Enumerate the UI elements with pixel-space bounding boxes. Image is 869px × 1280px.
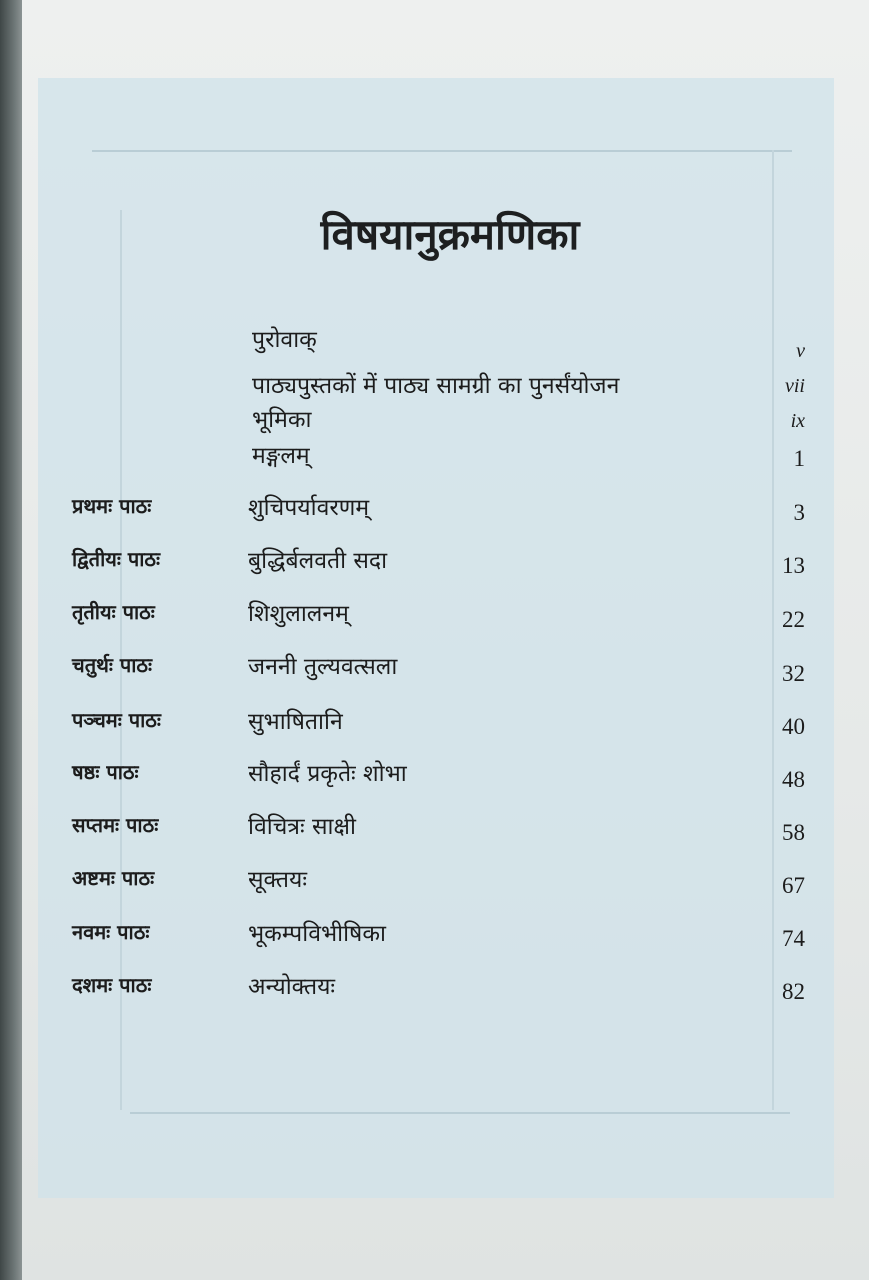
- toc-front-page-2: ix: [790, 410, 805, 432]
- toc-front-page-0: v: [796, 340, 805, 362]
- lesson-page-9: 74: [782, 926, 805, 951]
- lesson-title-1[interactable]: शुचिपर्यावरणम्: [248, 495, 370, 521]
- lesson-page-4: 32: [782, 661, 805, 686]
- lesson-label-5: पञ्चमः पाठः: [72, 708, 161, 732]
- lesson-page-5: 40: [782, 714, 805, 739]
- lesson-title-4[interactable]: जननी तुल्यवत्सला: [248, 654, 398, 680]
- lesson-label-2: द्वितीयः पाठः: [72, 547, 161, 571]
- lesson-title-9[interactable]: भूकम्पविभीषिका: [248, 921, 386, 947]
- lesson-page-2: 13: [782, 553, 805, 578]
- lesson-title-6[interactable]: सौहार्दं प्रकृतेः शोभा: [248, 761, 407, 787]
- toc-front-page-3: 1: [793, 446, 805, 471]
- lesson-title-3[interactable]: शिशुलालनम्: [248, 601, 349, 627]
- toc-front-page-1: vii: [785, 375, 805, 397]
- lesson-page-10: 82: [782, 979, 805, 1004]
- lesson-label-1: प्रथमः पाठः: [72, 494, 152, 518]
- lesson-page-6: 48: [782, 767, 805, 792]
- lesson-title-8[interactable]: सूक्तयः: [248, 867, 307, 893]
- lesson-label-3: तृतीयः पाठः: [72, 600, 155, 624]
- lesson-title-10[interactable]: अन्योक्तयः: [248, 974, 336, 1000]
- lesson-page-3: 22: [782, 607, 805, 632]
- lesson-page-8: 67: [782, 873, 805, 898]
- toc-front-title-0[interactable]: पुरोवाक्: [252, 327, 317, 353]
- lesson-title-7[interactable]: विचित्रः साक्षी: [248, 814, 356, 840]
- toc-front-title-2[interactable]: भूमिका: [252, 407, 312, 433]
- toc-front-title-1[interactable]: पाठ्यपुस्तकों में पाठ्य सामग्री का पुनर्संयोजन: [252, 373, 620, 399]
- lesson-label-4: चतुर्थः पाठः: [72, 653, 153, 677]
- lesson-label-8: अष्टमः पाठः: [72, 866, 155, 890]
- page-title: विषयानुक्रमणिका: [320, 210, 580, 259]
- lesson-page-7: 58: [782, 820, 805, 845]
- frame-line-top: [92, 150, 792, 152]
- lesson-label-6: षष्ठः पाठः: [72, 760, 139, 784]
- toc-front-title-3[interactable]: मङ्गलम्: [252, 443, 310, 469]
- lesson-label-7: सप्तमः पाठः: [72, 813, 159, 837]
- frame-line-bottom: [130, 1112, 790, 1114]
- lesson-title-2[interactable]: बुद्धिर्बलवती सदा: [248, 548, 388, 574]
- lesson-label-9: नवमः पाठः: [72, 920, 150, 944]
- lesson-page-1: 3: [793, 500, 805, 525]
- lesson-label-10: दशमः पाठः: [72, 973, 152, 997]
- lesson-title-5[interactable]: सुभाषितानि: [248, 709, 343, 735]
